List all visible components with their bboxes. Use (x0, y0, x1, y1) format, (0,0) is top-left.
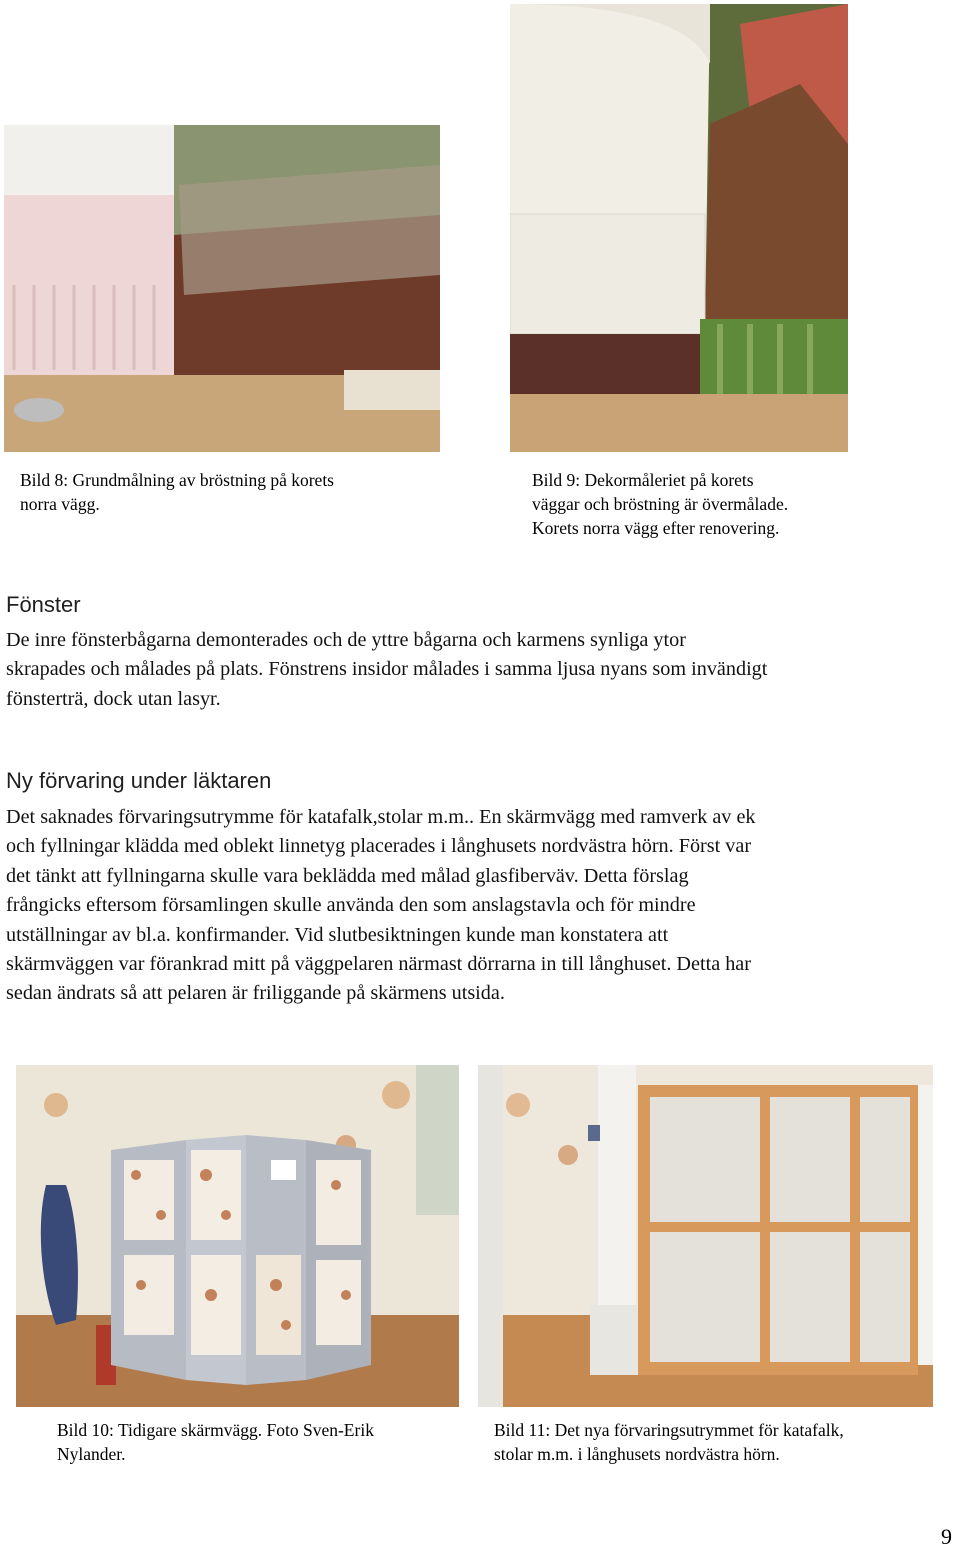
caption-line: väggar och bröstning är övermålade. (532, 494, 789, 514)
paragraph-line: frångicks eftersom församlingen skulle använda den som anslagstavla och för mindre (6, 894, 696, 917)
paragraph-line: De inre fönsterbågarna demonterades och de yttre bågarna och karmens synliga ytor (6, 629, 686, 651)
caption-bild-9 (532, 468, 788, 540)
photo-bild-10 (16, 1065, 459, 1407)
paragraph-line: fönsterträ, dock utan lasyr. (6, 687, 221, 710)
photo-bild-8 (4, 125, 440, 452)
paragraph-line: det tänkt att fyllningarna skulle vara beklädda med målad glasfiberväv. Detta förslag (6, 864, 689, 887)
caption-line: norra vägg. (20, 494, 100, 514)
paragraph-line: skärmväggen var förankrad mitt på väggpelaren närmast dörrarna in till långhuset. Detta har (6, 953, 751, 976)
photo-bild-9 (510, 4, 848, 452)
caption-line: Bild 9: Dekormåleriet på korets (532, 470, 754, 490)
section-heading-ny-forvaring: Ny förvaring under läktaren (6, 768, 272, 793)
caption-bild-11 (494, 1418, 844, 1466)
caption-line: Bild 8: Grundmålning av bröstning på korets (20, 470, 334, 490)
caption-bild-8 (20, 468, 334, 516)
page-number: 9 (941, 1524, 952, 1549)
section-heading-fonster: Fönster (6, 592, 81, 617)
paragraph-line: och fyllningar klädda med oblekt linnetyg placerades i långhusets nordvästra hörn. Först var (6, 835, 752, 858)
caption-line: Nylander. (57, 1444, 126, 1464)
paragraph-ny-forvaring (6, 803, 958, 1009)
caption-bild-10 (57, 1418, 374, 1466)
photo-bild-11 (478, 1065, 933, 1407)
paragraph-line: skrapades och målades på plats. Fönstrens insidor målades i samma ljusa nyans som invändigt (6, 658, 768, 681)
caption-line: stolar m.m. i långhusets nordvästra hörn. (494, 1444, 780, 1464)
paragraph-line: Det saknades förvaringsutrymme för katafalk,stolar m.m.. En skärmvägg med ramverk av ek (6, 806, 756, 828)
caption-line: Bild 11: Det nya förvaringsutrymmet för katafalk, (494, 1420, 844, 1440)
paragraph-fonster (6, 626, 958, 714)
caption-line: Korets norra vägg efter renovering. (532, 518, 780, 538)
paragraph-line: sedan ändrats så att pelaren är friliggande på skärmens utsida. (6, 982, 505, 1005)
paragraph-line: utställningar av bl.a. konfirmander. Vid slutbesiktningen kunde man konstatera att (6, 923, 669, 946)
caption-line: Bild 10: Tidigare skärmvägg. Foto Sven-Erik (57, 1420, 374, 1440)
